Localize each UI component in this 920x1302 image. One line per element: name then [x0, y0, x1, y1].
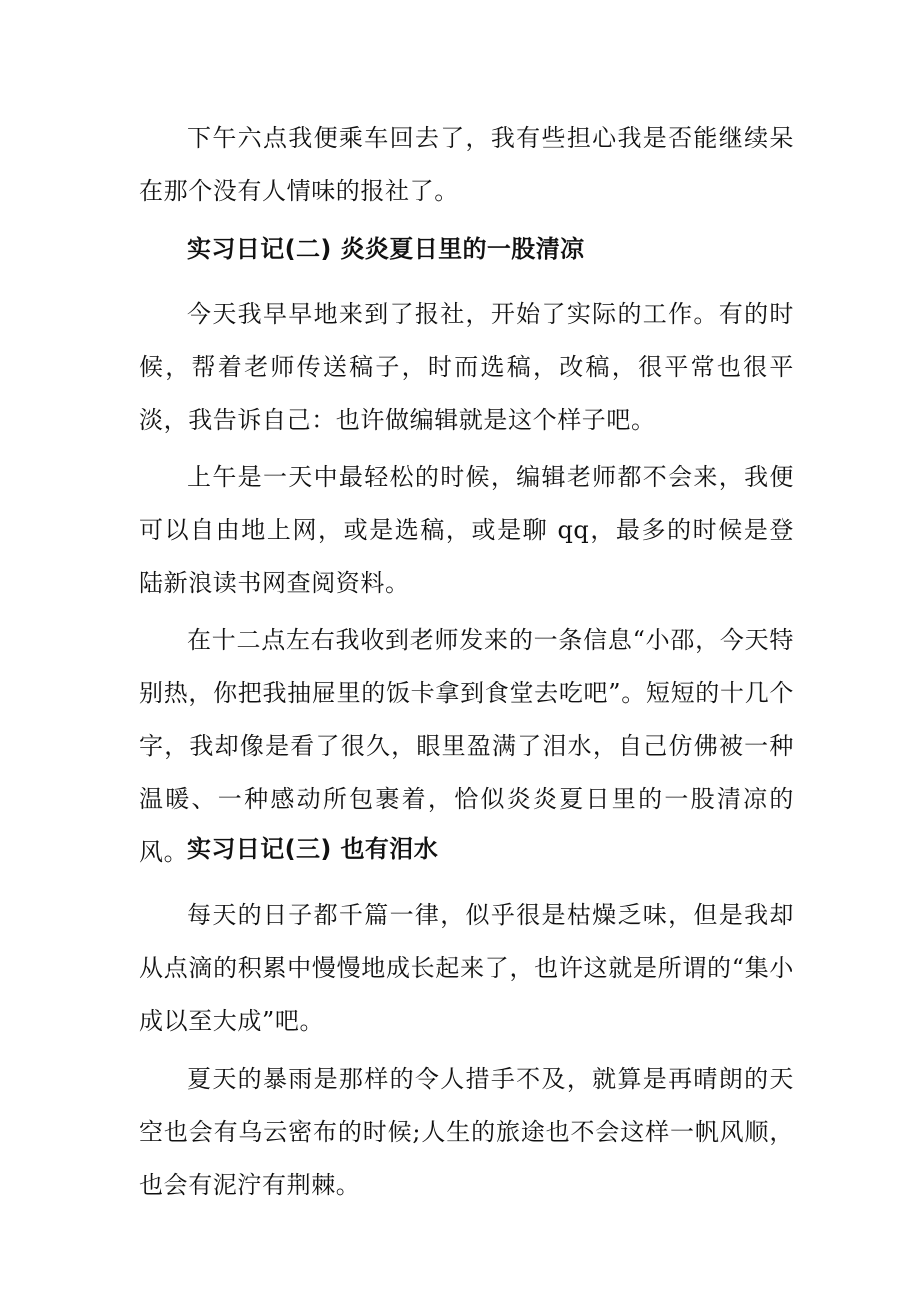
- paragraph-summer-rain: 夏天的暴雨是那样的令人措手不及，就算是再晴朗的天空也会有乌云密布的时候;人生的旅途也不会这样一帆风顺，也会有泥泞有荆棘。: [139, 1065, 794, 1199]
- paragraph-daily-growth: 每天的日子都千篇一律，似乎很是枯燥乏味，但是我却从点滴的积累中慢慢地成长起来了，也许这就是所谓的“集小成以至大成”吧。: [139, 901, 794, 1035]
- heading-diary-3: 实习日记(三) 也有泪水: [187, 835, 439, 863]
- paragraph-first-work-day: 今天我早早地来到了报社，开始了实际的工作。有的时候，帮着老师传送稿子，时而选稿，改稿，很平常也很平淡，我告诉自己：也许做编辑就是这个样子吧。: [139, 300, 794, 434]
- paragraph-return-home: 下午六点我便乘车回去了，我有些担心我是否能继续呆在那个没有人情味的报社了。: [139, 124, 794, 205]
- paragraph-morning: 上午是一天中最轻松的时候，编辑老师都不会来，我便可以自由地上网，或是选稿，或是聊 qq，最多的时候是登陆新浪读书网查阅资料。: [139, 463, 794, 597]
- heading-diary-2: 实习日记(二) 炎炎夏日里的一股清凉: [187, 235, 585, 263]
- paragraph-teacher-message: 在十二点左右我收到老师发来的一条信息“小邵，今天特别热，你把我抽屉里的饭卡拿到食堂去吃吧”。短短的十几个字，我却像是看了很久，眼里盈满了泪水，自己仿佛被一种温暖、一种感动所包裹着，恰似炎炎夏日里的一股清凉的风。: [139, 626, 794, 866]
